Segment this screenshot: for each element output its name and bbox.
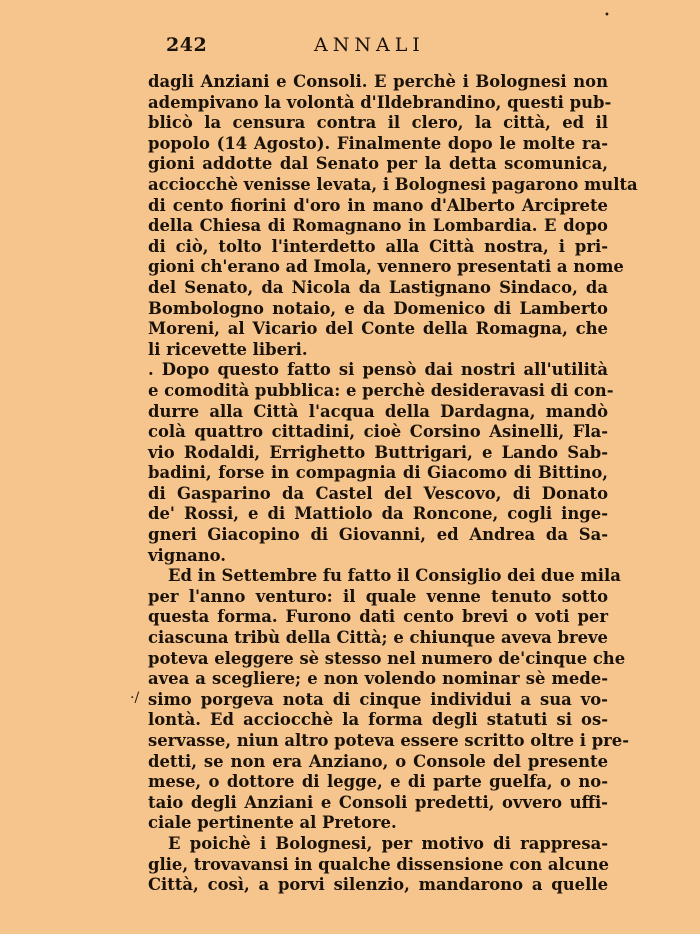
text-line: lontà. Ed acciocchè la forma degli statuti si os- bbox=[148, 710, 608, 730]
text-line: Moreni, al Vicario del Conte della Romagna, che bbox=[148, 319, 608, 339]
text-line: del Senato, da Nicola da Lastignano Sindaco, da bbox=[148, 277, 608, 297]
running-head bbox=[166, 34, 606, 58]
text-line: della Chiesa di Romagnano in Lombardia. E dopo bbox=[148, 216, 608, 236]
text-line: di Gasparino da Castel del Vescovo, di Donato bbox=[148, 483, 608, 503]
text-line: servasse, niun altro poteva essere scritto oltre i pre- bbox=[148, 731, 630, 750]
text-line: di ciò, tolto l'interdetto alla Città nostra, i pri- bbox=[148, 236, 608, 256]
text-line: mese, o dottore di legge, e di parte guelfa, o no- bbox=[148, 772, 608, 792]
text-line: Città, così, a porvi silenzio, mandarono a quelle bbox=[148, 875, 608, 895]
text-line: ciascuna tribù della Città; e chiunque aveva breve bbox=[148, 628, 608, 648]
text-line: Ed in Settembre fu fatto il Consiglio dei due mila bbox=[168, 566, 621, 586]
text-line: avea a scegliere; e non volendo nominar sè mede- bbox=[148, 669, 608, 689]
text-line: gneri Giacopino di Giovanni, ed Andrea da Sa- bbox=[148, 525, 608, 545]
page-number: 242 bbox=[166, 34, 208, 56]
text-line: ciale pertinente al Pretore. bbox=[148, 813, 397, 833]
text-line: per l'anno venturo: il quale venne tenuto sotto bbox=[148, 586, 608, 606]
text-line: popolo (14 Agosto). Finalmente dopo le molte ra- bbox=[148, 133, 608, 153]
text-line: dagli Anziani e Consoli. E perchè i Bolognesi non bbox=[148, 72, 608, 91]
body-text bbox=[148, 72, 638, 896]
text-line: E poichè i Bolognesi, per motivo di rappresa- bbox=[168, 833, 608, 853]
text-line: glie, trovavansi in qualche dissensione con alcune bbox=[148, 854, 609, 874]
corner-mark: • bbox=[604, 10, 610, 21]
text-line: e comodità pubblica: e perchè desideravasi di con- bbox=[148, 380, 614, 400]
text-line: vio Rodaldi, Errighetto Buttrigari, e Lando Sab- bbox=[148, 442, 608, 462]
text-line: simo porgeva nota di cinque individui a sua vo- bbox=[148, 689, 608, 709]
text-line: acciocchè venisse levata, i Bolognesi pagarono multa bbox=[148, 174, 638, 194]
text-line: de' Rossi, e di Mattiolo da Roncone, cogli inge- bbox=[148, 504, 608, 524]
text-line: gioni addotte dal Senato per la detta scomunica, bbox=[148, 154, 608, 174]
running-title: ANNALI bbox=[314, 34, 425, 56]
text-line: detti, se non era Anziano, o Console del presente bbox=[148, 751, 608, 771]
text-line: colà quattro cittadini, cioè Corsino Asinelli, Fla- bbox=[148, 422, 608, 442]
text-line: Bombologno notaio, e da Domenico di Lamberto bbox=[148, 298, 608, 318]
margin-mark: ·/ bbox=[130, 690, 140, 706]
text-line: questa forma. Furono dati cento brevi o voti per bbox=[148, 607, 608, 627]
text-line: adempivano la volontà d'Ildebrandino, questi pub- bbox=[148, 92, 612, 112]
text-line: di cento fiorini d'oro in mano d'Alberto Arciprete bbox=[148, 195, 608, 215]
text-line: badini, forse in compagnia di Giacomo di Bittino, bbox=[148, 463, 608, 483]
text-line: . Dopo questo fatto si pensò dai nostri all'utilità bbox=[148, 360, 608, 380]
text-line: vignano. bbox=[148, 545, 227, 565]
text-line: blicò la censura contra il clero, la città, ed il bbox=[148, 113, 608, 133]
text-line: durre alla Città l'acqua della Dardagna, mandò bbox=[148, 401, 608, 421]
text-line: taio degli Anziani e Consoli predetti, ovvero uffi- bbox=[148, 792, 608, 812]
text-line: gioni ch'erano ad Imola, vennero presentati a nome bbox=[148, 257, 624, 277]
text-line: poteva eleggere sè stesso nel numero de'cinque che bbox=[148, 648, 626, 668]
text-line: li ricevette liberi. bbox=[148, 339, 308, 359]
